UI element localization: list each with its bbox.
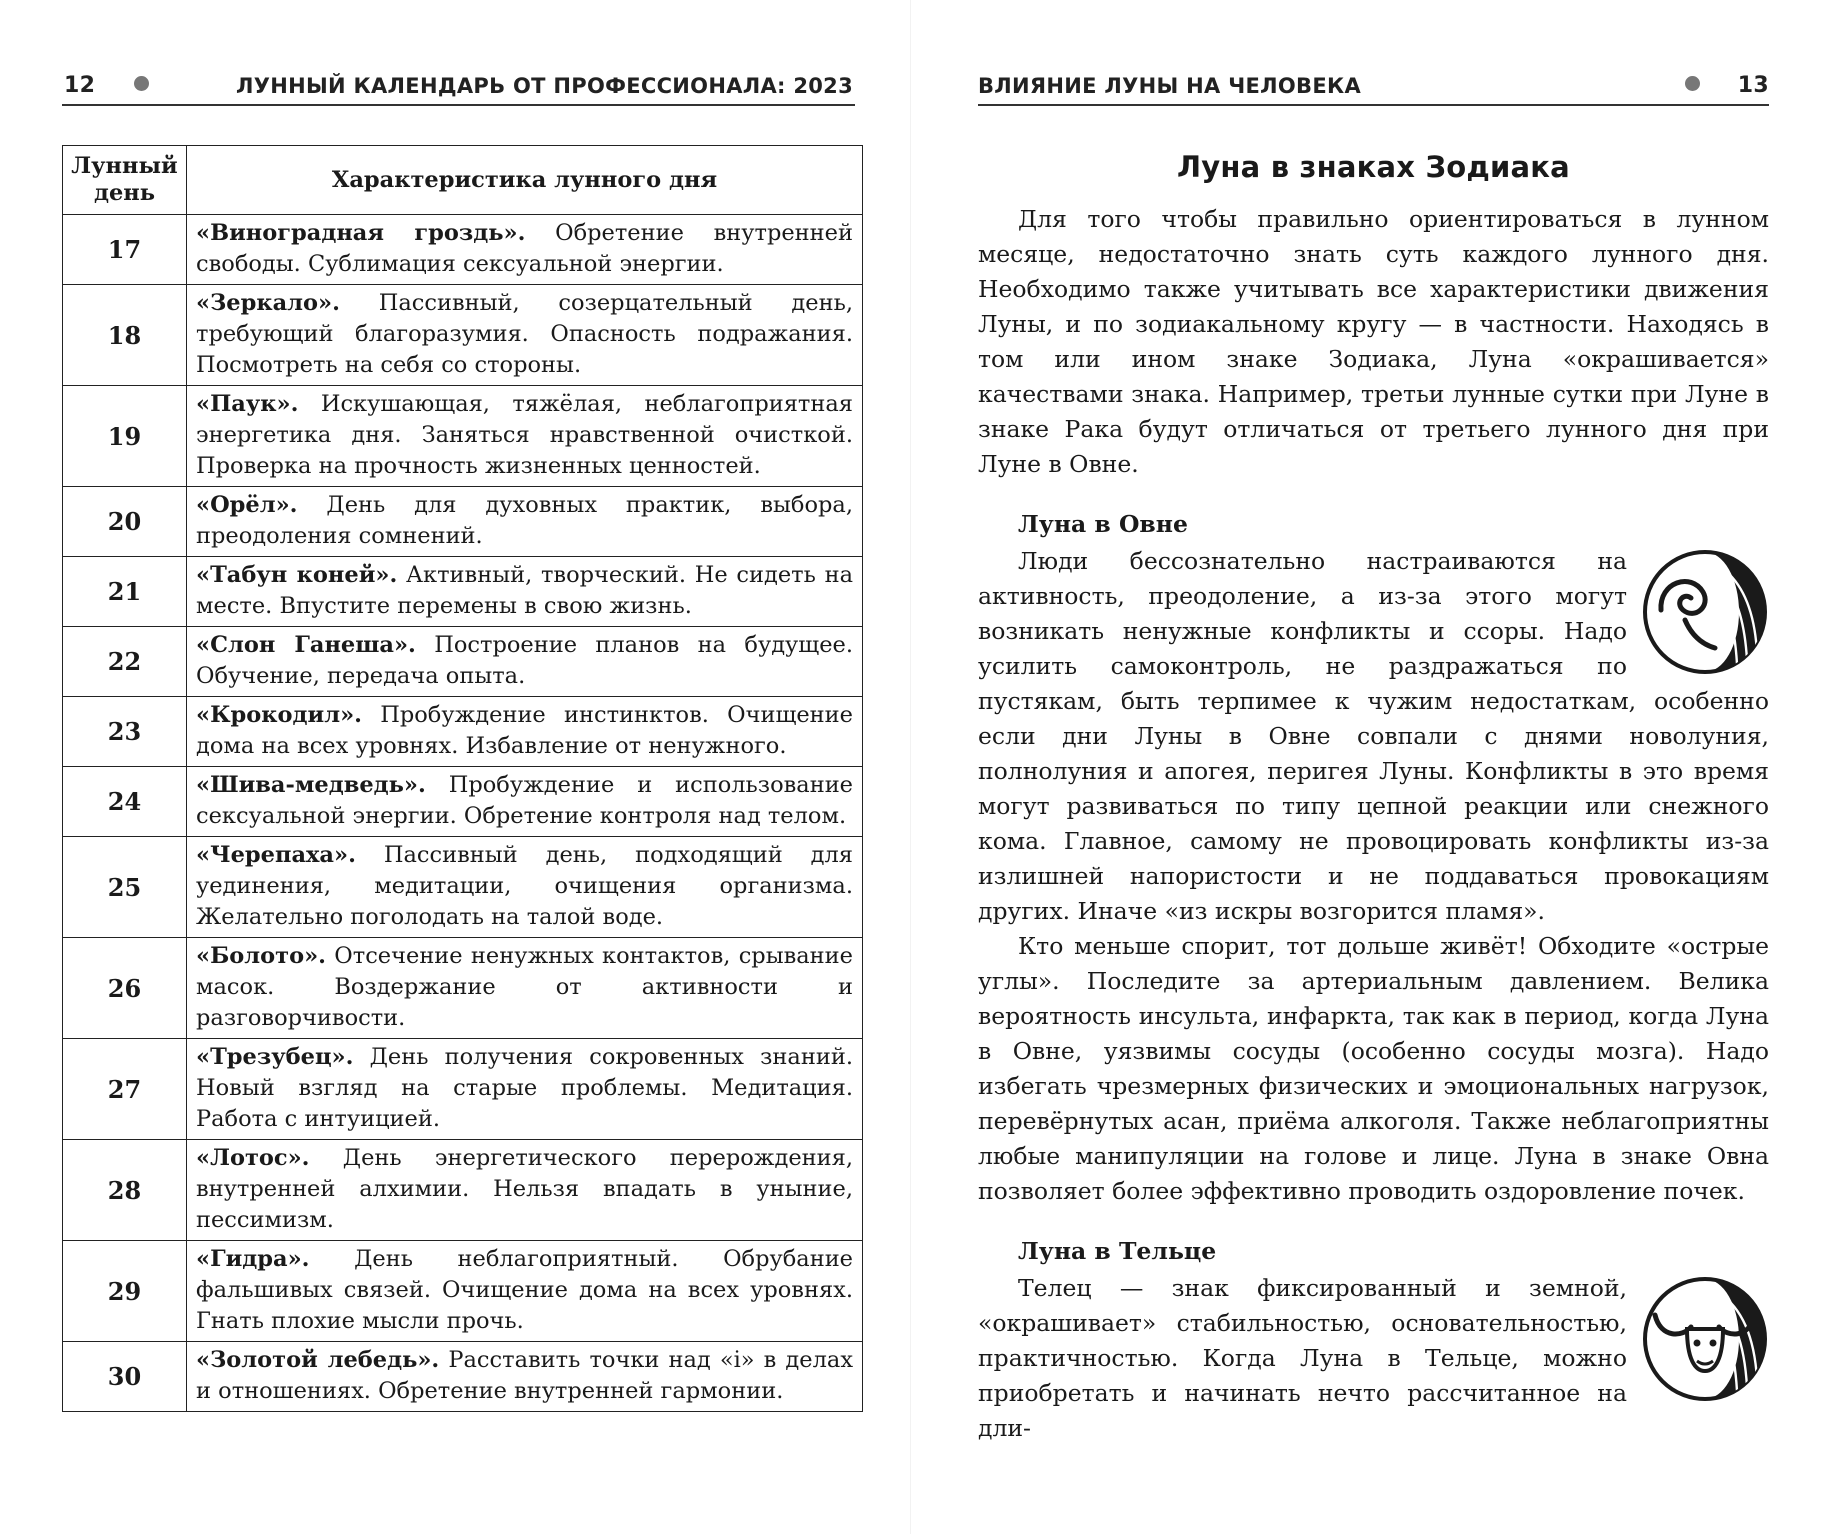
table-row xyxy=(63,627,863,697)
lunar-day-description xyxy=(187,1140,863,1241)
lunar-days-table xyxy=(62,145,863,1412)
section-heading: Луна в знаках Зодиака xyxy=(1177,150,1570,184)
aries-paragraph-1: Люди бессознательно настраиваются на активность, преодоление, а из-за этого могут возникать ненужные конфликты и ссоры. Надо усилить самоконтроль, не раздражаться по пустякам, быть терпимее к чужим недостаткам, особенно если дни Луны в Овне совпали с днями новолуния, полнолуния и апогея, перигея Луны. Конфликты в это время могут развиваться по типу цепной реакции или снежного кома. Главное, самому не провоцировать конфликты из-за излишней напористости и не поддаваться провокациям других. Иначе «из искры возгорится пламя». xyxy=(978,547,1769,925)
lunar-day-number: 24 xyxy=(63,767,187,837)
table-row xyxy=(63,557,863,627)
table-row xyxy=(63,1039,863,1140)
aries-paragraph-2: Кто меньше спорит, тот дольше живёт! Обходите «острые углы». Последите за артериальным давлением. Велика вероятность инсульта, инфаркта, так как в период, когда Луна в Овне, уязвимы сосуды (особенно сосуды мозга). Надо избегать чрезмерных физических и эмоциональных нагрузок, перевёрнутых асан, приёма алкоголя. Также неблагоприятны любые манипуляции на голове и лице. Луна в знаке Овна позволяет более эффективно проводить оздоровление почек. xyxy=(978,932,1769,1205)
left-running-title: ЛУННЫЙ КАЛЕНДАРЬ ОТ ПРОФЕССИОНАЛА: 2023 xyxy=(236,74,853,98)
lunar-day-number: 19 xyxy=(63,386,187,487)
table-row xyxy=(63,386,863,487)
taurus-paragraph-1: Телец — знак фиксированный и земной, «окрашивает» стабильностью, основательностью, практичностью. Когда Луна в Тельце, можно приобретать и начинать нечто рассчитанное на дли- xyxy=(978,1274,1627,1442)
lunar-day-name: «Зеркало». xyxy=(196,290,340,316)
bullet-dot-icon xyxy=(134,76,149,91)
lunar-day-description xyxy=(187,938,863,1039)
aries-heading: Луна в Овне xyxy=(1018,510,1188,538)
header-lunar-day: Лунный день xyxy=(63,146,187,215)
lunar-day-name: «Трезубец». xyxy=(196,1044,354,1070)
left-page-number: 12 xyxy=(64,73,96,98)
lunar-day-name: «Лотос». xyxy=(196,1145,310,1171)
lunar-day-number: 28 xyxy=(63,1140,187,1241)
lunar-day-number: 30 xyxy=(63,1342,187,1412)
left-page xyxy=(0,0,900,1534)
lunar-day-text: Построение планов на будущее. Обучение, передача опыта. xyxy=(196,632,853,689)
lunar-day-number: 27 xyxy=(63,1039,187,1140)
lunar-day-text: Пассивный день, подходящий для уединения, медитации, очищения организма. Желательно поголодать на талой воде. xyxy=(196,842,853,930)
right-running-title: ВЛИЯНИЕ ЛУНЫ НА ЧЕЛОВЕКА xyxy=(978,74,1361,98)
lunar-day-text: День энергетического перерождения, внутренней алхимии. Нельзя впадать в уныние, пессимизм. xyxy=(196,1145,853,1233)
header-characteristic: Характеристика лунного дня xyxy=(187,146,863,215)
lunar-day-name: «Болото». xyxy=(196,943,327,969)
lunar-day-name: «Слон Ганеша». xyxy=(196,632,416,658)
lunar-day-number: 20 xyxy=(63,487,187,557)
lunar-day-description xyxy=(187,837,863,938)
right-running-head xyxy=(978,70,1769,106)
right-page xyxy=(940,0,1824,1534)
table-row xyxy=(63,285,863,386)
lunar-day-text: Активный, творческий. Не сидеть на месте. Впустите перемены в свою жизнь. xyxy=(196,562,853,619)
lunar-day-name: «Шива-медведь». xyxy=(196,772,426,798)
lunar-day-description xyxy=(187,215,863,285)
right-page-content xyxy=(978,150,1769,1446)
lunar-day-number: 22 xyxy=(63,627,187,697)
lunar-day-name: «Гидра». xyxy=(196,1246,310,1272)
lunar-day-number: 21 xyxy=(63,557,187,627)
lunar-day-text: Искушающая, тяжёлая, неблагоприятная энергетика дня. Заняться нравственной очисткой. Проверка на прочность жизненных ценностей. xyxy=(196,391,853,479)
table-row xyxy=(63,837,863,938)
lunar-day-number: 25 xyxy=(63,837,187,938)
lunar-day-text: Пробуждение и использование сексуальной энергии. Обретение контроля над телом. xyxy=(196,772,853,829)
lunar-day-description xyxy=(187,627,863,697)
page-gutter xyxy=(910,0,911,1534)
lunar-day-description xyxy=(187,767,863,837)
taurus-bull-icon xyxy=(1641,1275,1769,1403)
lunar-day-text: Отсечение ненужных контактов, срывание масок. Воздержание от активности и разговорчивости. xyxy=(196,943,853,1031)
table-row xyxy=(63,767,863,837)
lunar-day-name: «Орёл». xyxy=(196,492,298,518)
lunar-day-text: День для духовных практик, выбора, преодоления сомнений. xyxy=(196,492,853,549)
lunar-day-number: 17 xyxy=(63,215,187,285)
taurus-heading: Луна в Тельце xyxy=(1018,1237,1217,1265)
lunar-day-name: «Черепаха». xyxy=(196,842,356,868)
table-row xyxy=(63,1342,863,1412)
lunar-day-description xyxy=(187,1241,863,1342)
lunar-day-name: «Табун коней». xyxy=(196,562,398,588)
lunar-day-number: 18 xyxy=(63,285,187,386)
lunar-day-description xyxy=(187,1342,863,1412)
aries-ram-icon xyxy=(1641,548,1769,676)
lunar-day-description xyxy=(187,386,863,487)
table-row xyxy=(63,697,863,767)
bullet-dot-icon xyxy=(1685,76,1700,91)
lunar-day-text: Пробуждение инстинктов. Очищение дома на всех уровнях. Избавление от ненужного. xyxy=(196,702,853,759)
lunar-day-number: 23 xyxy=(63,697,187,767)
right-page-number: 13 xyxy=(1737,73,1769,98)
lunar-day-text: День неблагоприятный. Обрубание фальшивых связей. Очищение дома на всех уровнях. Гнать плохие мысли прочь. xyxy=(196,1246,853,1334)
lunar-day-text: Пассивный, созерцательный день, требующий благоразумия. Опасность подражания. Посмотреть на себя со стороны. xyxy=(196,290,853,378)
table-header-row xyxy=(63,146,863,215)
lunar-day-number: 26 xyxy=(63,938,187,1039)
intro-paragraph: Для того чтобы правильно ориентироваться в лунном месяце, недостаточно знать суть каждого лунного дня. Необходимо также учитывать все характеристики движения Луны, и по зодиакальному кругу — в частности. Находясь в том или ином знаке Зодиака, Луна «окрашивается» качествами знака. Например, третьи лунные сутки при Луне в знаке Рака будут отличаться от третьего лунного дня при Луне в Овне. xyxy=(978,205,1769,478)
left-running-head xyxy=(62,70,855,106)
lunar-day-name: «Крокодил». xyxy=(196,702,362,728)
lunar-days-rows xyxy=(63,215,863,1412)
table-row xyxy=(63,487,863,557)
lunar-day-text: Расставить точки над «i» в делах и отношениях. Обретение внутренней гармонии. xyxy=(196,1347,854,1404)
table-row xyxy=(63,1241,863,1342)
lunar-day-name: «Виноградная гроздь». xyxy=(196,220,526,246)
table-row xyxy=(63,1140,863,1241)
lunar-day-description xyxy=(187,557,863,627)
table-row xyxy=(63,938,863,1039)
lunar-day-description xyxy=(187,697,863,767)
lunar-day-name: «Золотой лебедь». xyxy=(196,1347,440,1373)
lunar-day-description xyxy=(187,285,863,386)
lunar-day-number: 29 xyxy=(63,1241,187,1342)
lunar-day-name: «Паук». xyxy=(196,391,299,417)
lunar-day-description xyxy=(187,487,863,557)
lunar-day-description xyxy=(187,1039,863,1140)
table-row xyxy=(63,215,863,285)
lunar-day-text: День получения сокровенных знаний. Новый взгляд на старые проблемы. Медитация. Работа с интуицией. xyxy=(196,1044,853,1132)
lunar-day-text: Обретение внутренней свободы. Сублимация сексуальной энергии. xyxy=(196,220,853,277)
